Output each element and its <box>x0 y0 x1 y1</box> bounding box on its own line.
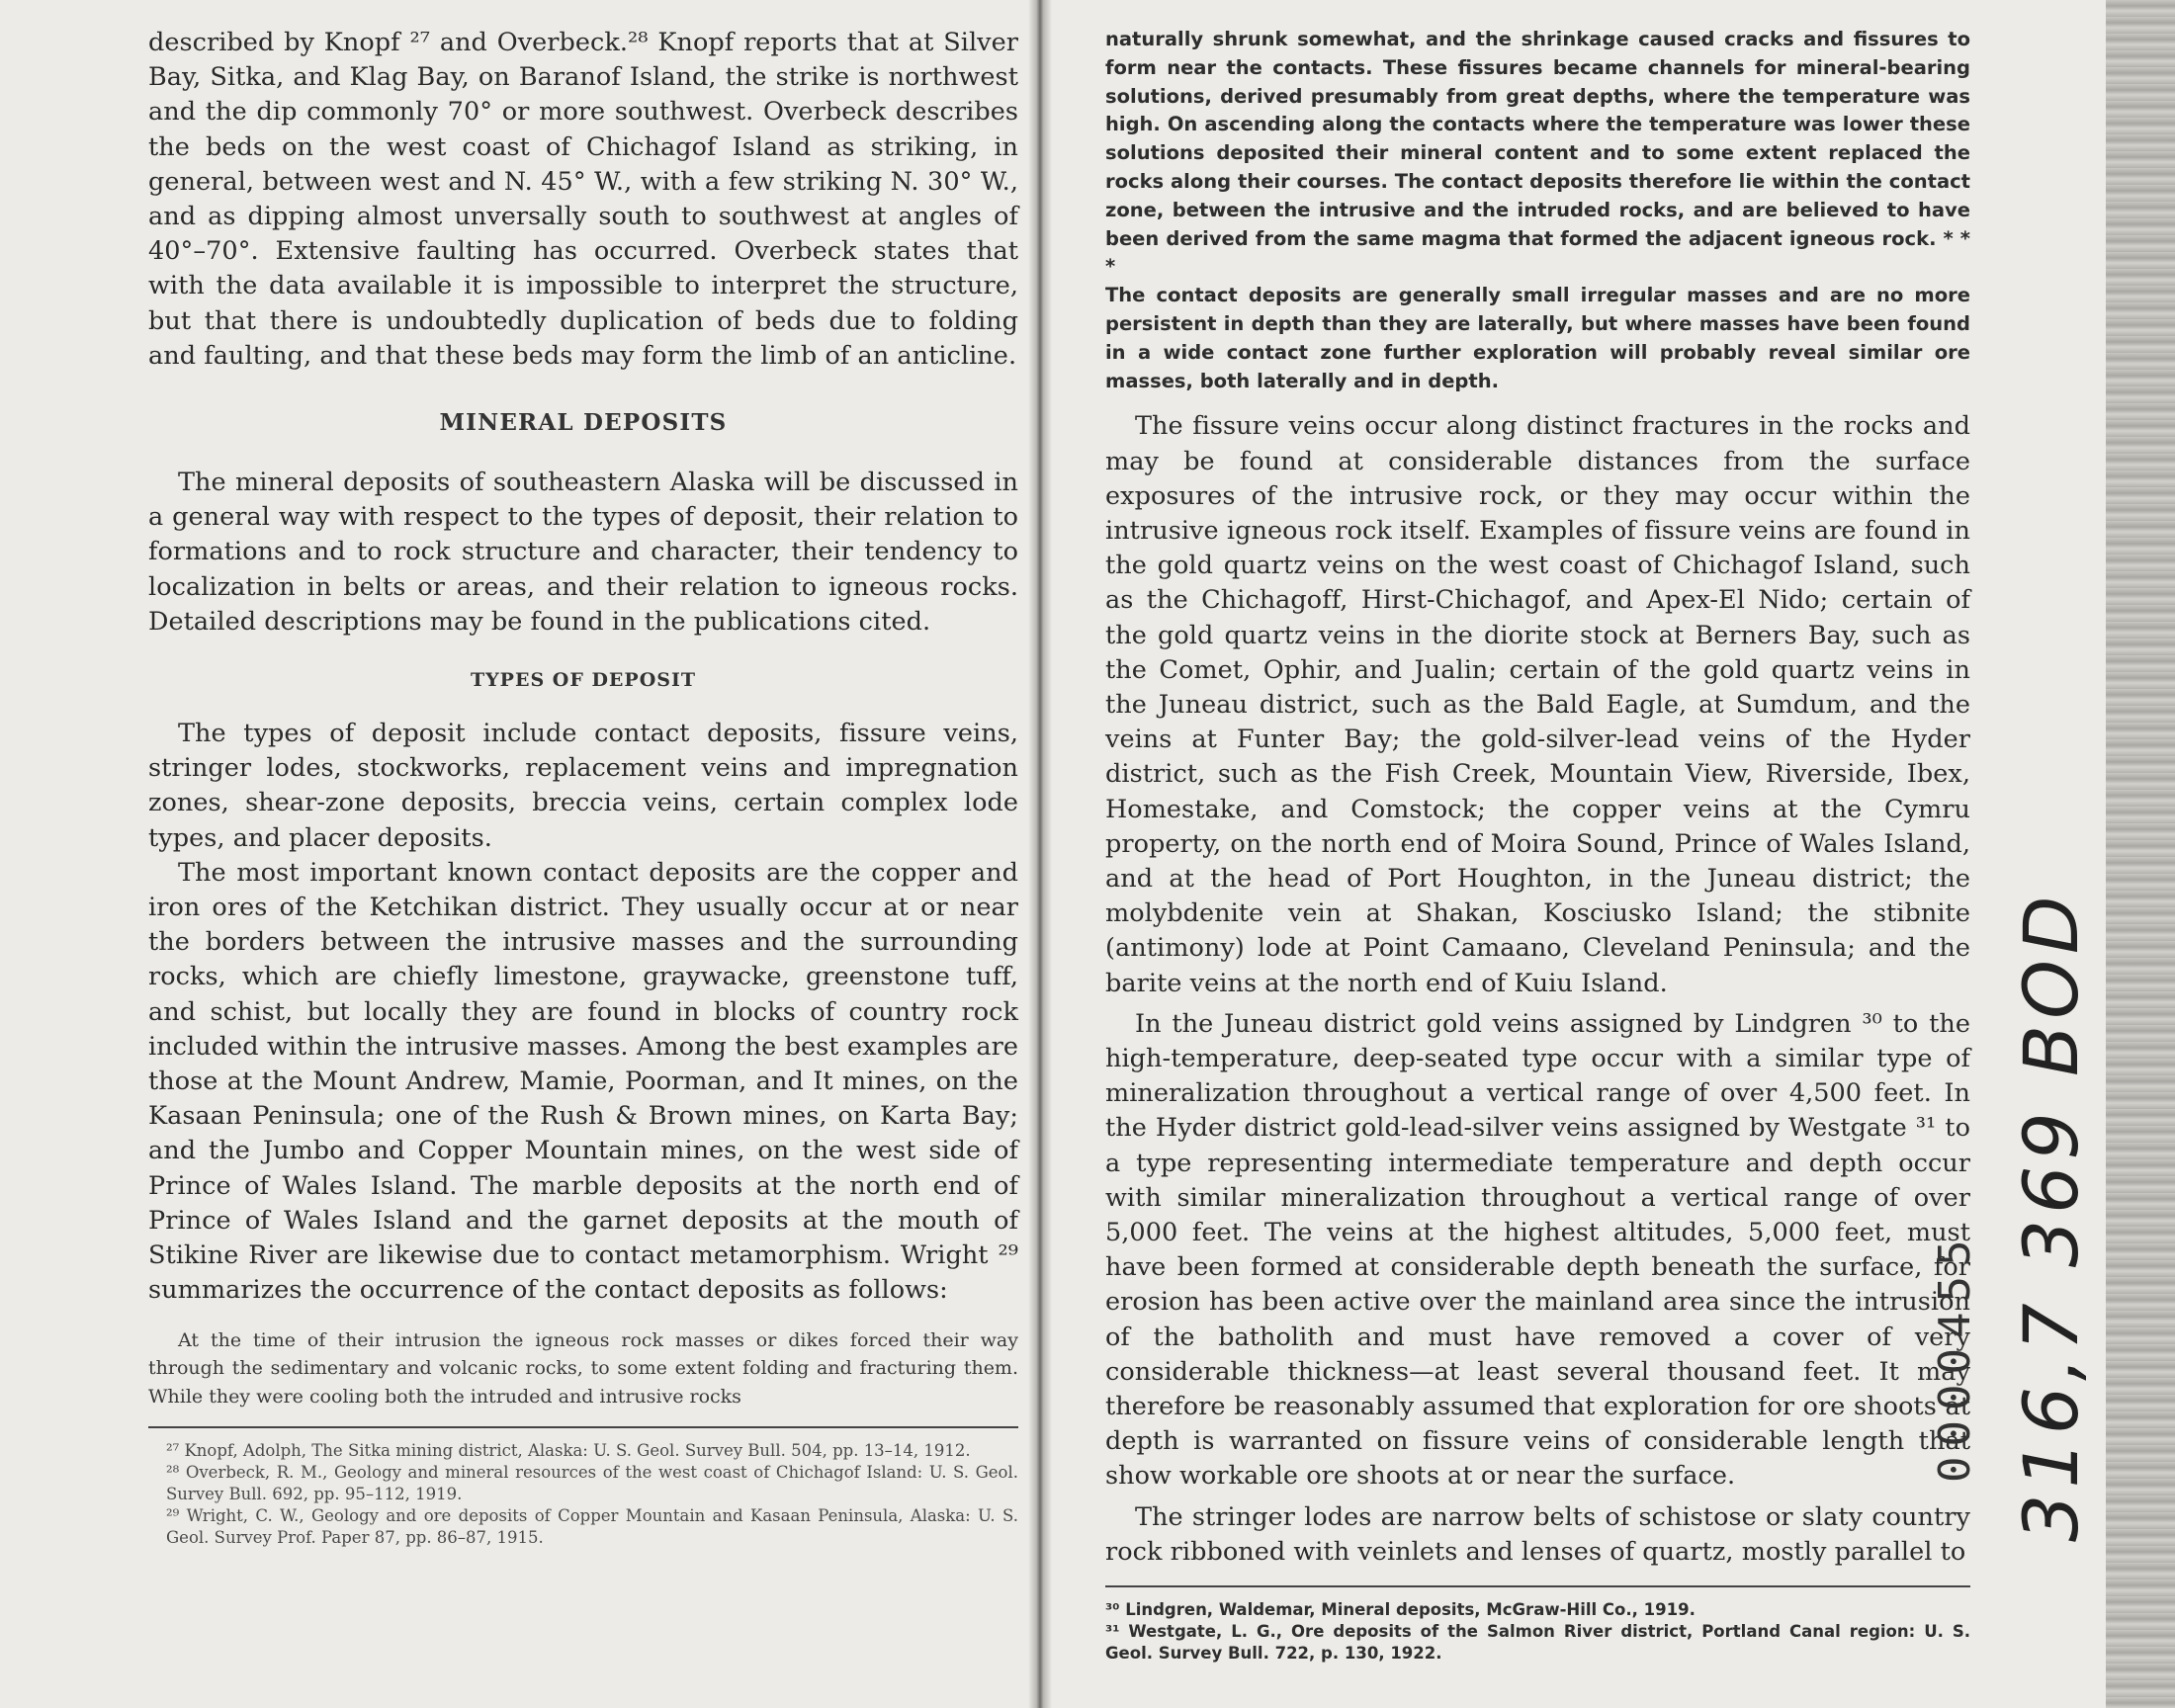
paragraph-fissure-veins: The fissure veins occur along distinct fractures in the rocks and may be found at considerable distances from the surface exposures of the intrusive rock, or they may occur within the intrusive igneous rock itself. Examples of fissure veins are found in the gold quartz veins on the west coast of Chichagof Island, such as the Chichagoff, Hirst-Chichagof, and Apex-El Nido; certain of the gold quartz veins in the diorite stock at Berners Bay, such as the Comet, Ophir, and Jualin; certain of the gold quartz veins in the Juneau district, such as the Bald Eagle, at Sumdum, and the veins at Funter Bay; the gold-silver-lead veins of the Hyder district, such as the Fish Creek, Mountain View, Riverside, Ibex, Homestake, and Comstock; the copper veins at the Cymru property, on the north end of Moira Sound, Prince of Wales Island, and at the head of Port Houghton, in the Juneau district; the molybdenite vein at Shakan, Kosciusko Island; the stibnite (antimony) lode at Point Camaano, Cleveland Peninsula; and the barite veins at the north end of Kuiu Island. <box>1105 411 1970 998</box>
right-column <box>1052 26 1970 1665</box>
paragraph-juneau-district: In the Juneau district gold veins assigned by Lindgren ³⁰ to the high-temperature, deep-seated type occur with a similar type of mineralization throughout a vertical range of over 4,500 feet. In the Hyder district gold-lead-silver veins assigned by Westgate ³¹ to a type representing intermediate temperature and depth occur with similar mineralization throughout a vertical range of over 5,000 feet. The veins at the highest altitudes, 5,000 feet, must have been formed at considerable depth beneath the surface, for erosion has been active over the mainland area since the intrusion of the batholith and must have removed a cover of very considerable thickness—at least several thousand feet. It may therefore be reasonably assumed that exploration for ore shoots at depth is warranted on fissure veins of considerable length that show workable ore shoots at or near the surface. <box>1105 1008 1970 1492</box>
footnote-30: ³⁰ Lindgren, Waldemar, Mineral deposits, McGraw-Hill Co., 1919. <box>1105 1600 1696 1620</box>
footnote-29: ²⁹ Wright, C. W., Geology and ore deposits of Copper Mountain and Kasaan Peninsula, Alaska: U. S. Geol. Survey Prof. Paper 87, pp. 86–87, 1915. <box>166 1506 1018 1547</box>
paragraph-intro: described by Knopf ²⁷ and Overbeck.²⁸ Knopf reports that at Silver Bay, Sitka, and Klag Bay, on Baranof Island, the strike is northwest and the dip commonly 70° or more southwest. Overbeck describes the beds on the west coast of Chichagof Island as striking, in general, between west and N. 45° W., with a few striking N. 30° W., and as dipping almost unversally south to southwest at angles of 40°–70°. Extensive faulting has occurred. Overbeck states that with the data available it is impossible to interpret the structure, but that there is undoubtedly duplication of beds due to folding and faulting, and that these beds may form the limb of an anticline. <box>148 28 1018 371</box>
footnote-31: ³¹ Westgate, L. G., Ore deposits of the Salmon River district, Portland Canal region: U. S. Geol. Survey Bull. 722, p. 130, 1922. <box>1105 1622 1970 1664</box>
handwritten-note: 316,7 369 BOD <box>2007 890 2095 1542</box>
left-column <box>148 26 1018 1549</box>
paragraph-contact-deposits: The most important known contact deposits are the copper and iron ores of the Ketchikan district. They usually occur at or near the borders between the intrusive masses and the surrounding rocks, which are chiefly limestone, graywacke, greenstone tuff, and schist, but locally they are found in blocks of country rock included within the intrusive masses. Among the best examples are those at the Mount Andrew, Mamie, Poorman, and It mines, on the Kasaan Peninsula; one of the Rush & Brown mines, on Karta Bay; and the Jumbo and Copper Mountain mines, on the west side of Prince of Wales Island. The marble deposits at the north end of Prince of Wales Island and the garnet deposits at the mouth of Stikine River are likewise due to contact metamorphism. Wright ²⁹ summarizes the occurrence of the contact deposits as follows: <box>148 857 1018 1306</box>
paragraph-types: The types of deposit include contact deposits, fissure veins, stringer lodes, stockworks, replacement veins and impregnation zones, shear-zone deposits, breccia veins, certain complex lode types, and placer deposits. <box>148 719 1018 853</box>
footnote-27: ²⁷ Knopf, Adolph, The Sitka mining district, Alaska: U. S. Geol. Survey Bull. 504, pp. 13–14, 1912. <box>166 1441 971 1460</box>
footnote-rule-right <box>1105 1585 1970 1587</box>
heading-types-of-deposit: TYPES OF DEPOSIT <box>470 669 696 692</box>
block-quote-start: At the time of their intrusion the igneous rock masses or dikes forced their way through the sedimentary and volcanic rocks, to some extent folding and fracturing them. While they were cooling both the intruded and intrusive rocks <box>148 1328 1018 1408</box>
paragraph-mineral-deposits: The mineral deposits of southeastern Alaska will be discussed in a general way with respect to the types of deposit, their relation to formations and to rock structure and character, their tendency to localization in belts or areas, and their relation to igneous rocks. Detailed descriptions may be found in the publications cited. <box>148 468 1018 637</box>
block-quote-continued-2: The contact deposits are generally small irregular masses and are no more persistent in depth than they are laterally, but where masses have been found in a wide contact zone further exploration will probably reveal similar ore masses, both laterally and in depth. <box>1105 284 1970 392</box>
paragraph-stringer-lodes: The stringer lodes are narrow belts of schistose or slaty country rock ribboned with veinlets and lenses of quartz, mostly parallel to <box>1105 1501 1970 1567</box>
footnote-28: ²⁸ Overbeck, R. M., Geology and mineral resources of the west coast of Chichagof Island: U. S. Geol. Survey Bull. 692, pp. 95–112, 1919. <box>166 1463 1018 1503</box>
heading-mineral-deposits: MINERAL DEPOSITS <box>439 409 728 437</box>
left-page <box>0 0 1040 1708</box>
block-quote-continued: naturally shrunk somewhat, and the shrinkage caused cracks and fissures to form near the contacts. These fissures became channels for mineral-bearing solutions, derived presumably from great depths, where the temperature was high. On ascending along the contacts where the temperature was lower these solutions deposited their mineral content and to some extent replaced the rocks along their courses. The contact deposits therefore lie within the contact zone, between the intrusive and the intruded rocks, and are believed to have been derived from the same magma that formed the adjacent igneous rock. * * * <box>1105 28 1970 279</box>
stamp-number: 0000455 <box>1930 1230 1980 1483</box>
page-fold <box>1028 0 1052 1708</box>
footnote-rule-left <box>148 1426 1018 1428</box>
